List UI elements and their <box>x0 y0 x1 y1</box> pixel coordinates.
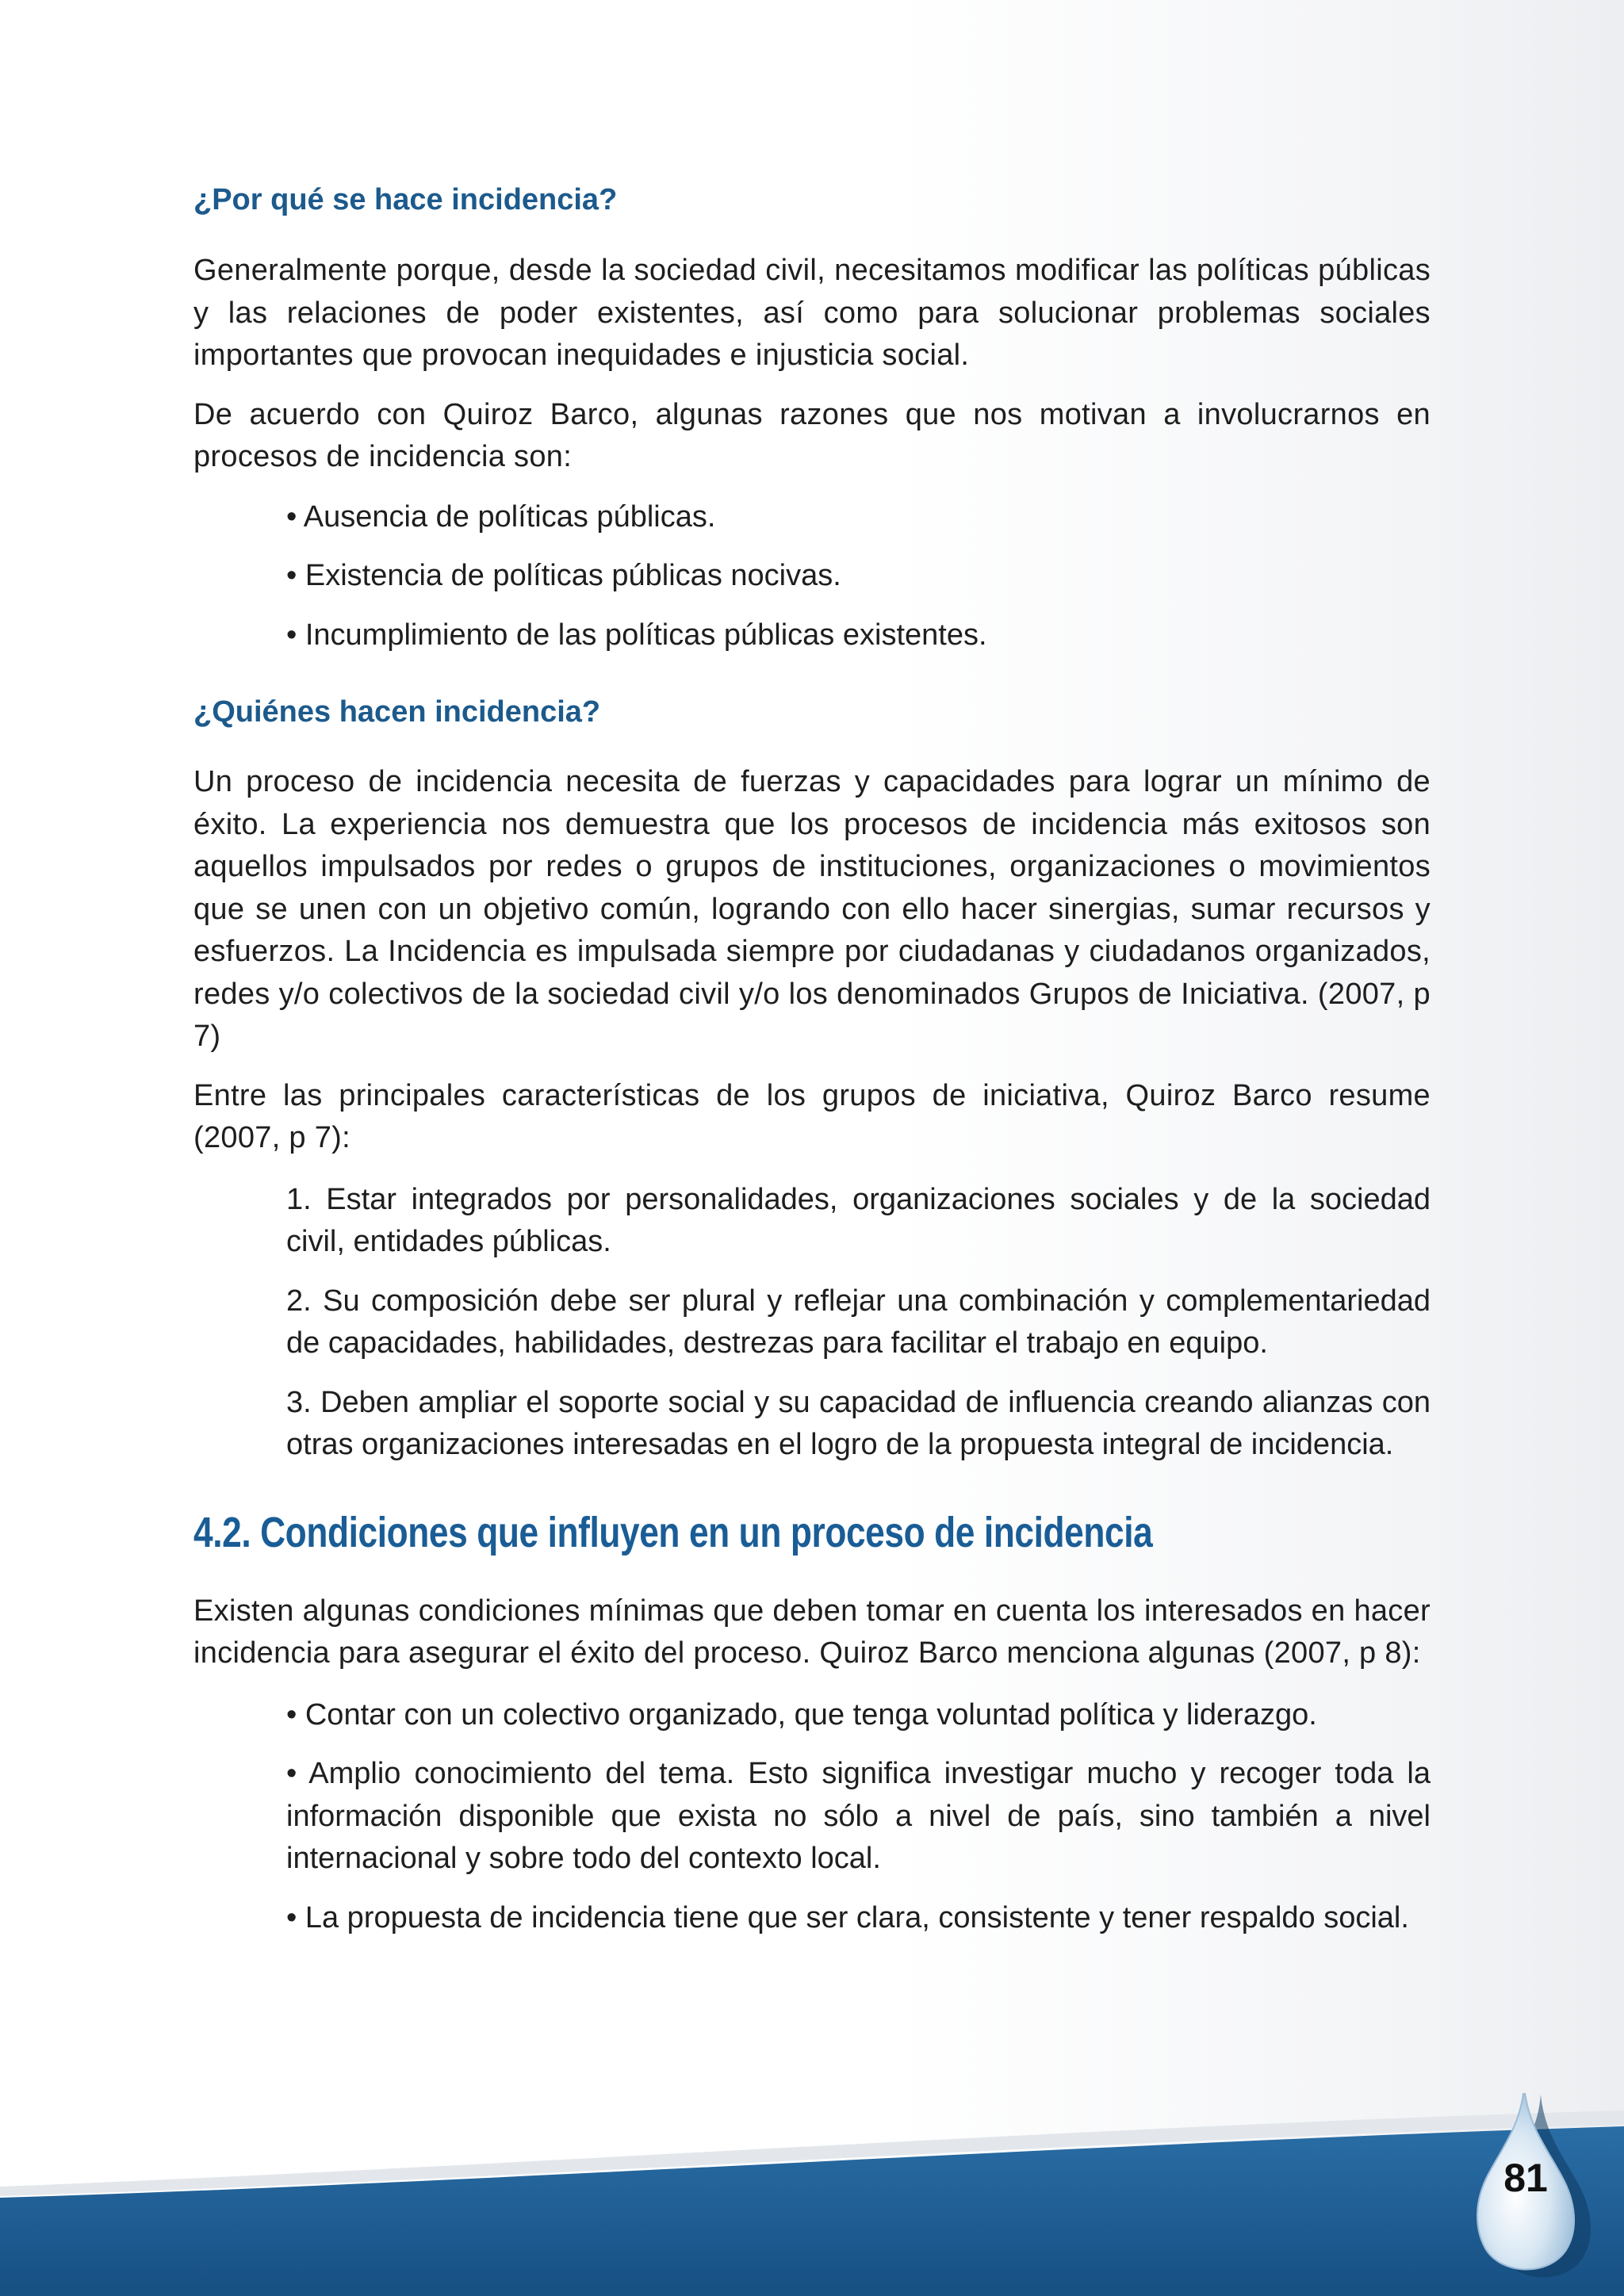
reasons-list <box>286 496 1431 657</box>
list-item: • Amplio conocimiento del tema. Esto significa investigar mucho y recoger toda la información disponible que exista no sólo a nivel de país, sino también a nivel internacional y sobre todo del contexto local. <box>286 1757 1431 1875</box>
list-item: 2. Su composición debe ser plural y reflejar una combinación y complementariedad de capacidades, habilidades, destrezas para facilitar el trabajo en equipo. <box>286 1284 1431 1360</box>
list-item: • La propuesta de incidencia tiene que ser clara, consistente y tener respaldo social. <box>286 1900 1409 1934</box>
paragraph-conditions: Existen algunas condiciones mínimas que deben tomar en cuenta los interesados en hacer incidencia para asegurar el éxito del proceso. Quiroz Barco menciona algunas (2007, p 8): <box>193 1594 1431 1670</box>
footer-wave <box>0 2093 1624 2296</box>
list-item: • Existencia de políticas públicas nocivas. <box>286 559 841 592</box>
page-content <box>193 181 1431 1939</box>
section-title-conditions: 4.2. Condiciones que influyen en un proceso de incidencia <box>193 1508 1153 1556</box>
page-number: 81 <box>1503 2156 1548 2200</box>
heading-who-advocates: ¿Quiénes hacen incidencia? <box>193 695 601 729</box>
list-item: • Ausencia de políticas públicas. <box>286 499 716 534</box>
list-item: • Incumplimiento de las políticas públicas existentes. <box>286 618 987 652</box>
list-item: 3. Deben ampliar el soporte social y su capacidad de influencia creando alianzas con otras organizaciones interesadas en el logro de la propuesta integral de incidencia. <box>286 1385 1431 1461</box>
list-item: 1. Estar integrados por personalidades, organizaciones sociales y de la sociedad civil, entidades públicas. <box>286 1182 1431 1258</box>
heading-why-advocacy: ¿Por qué se hace incidencia? <box>193 183 618 216</box>
paragraph-group-characteristics: Entre las principales características de los grupos de iniciativa, Quiroz Barco resume (2007, p 7): <box>193 1078 1431 1154</box>
paragraph-why-advocacy: Generalmente porque, desde la sociedad civil, necesitamos modificar las políticas públicas y las relaciones de poder existentes, así como para solucionar problemas sociales importantes que provocan inequidades e injusticia social. <box>193 254 1431 372</box>
list-item: • Contar con un colectivo organizado, que tenga voluntad política y liderazgo. <box>286 1697 1317 1732</box>
conditions-list <box>286 1694 1431 1940</box>
paragraph-who-advocates: Un proceso de incidencia necesita de fuerzas y capacidades para lograr un mínimo de éxito. La experiencia nos demuestra que los procesos de incidencia más exitosos son aquellos impulsados por redes o grupos de instituciones, organizaciones o movimientos que se unen con un objetivo común, logrando con ello hacer sinergias, sumar recursos y esfuerzos. La Incidencia es impulsada siempre por ciudadanas y ciudadanos organizados, redes y/o colectivos de la sociedad civil y/o los denominados Grupos de Iniciativa. (2007, p 7) <box>193 765 1431 1053</box>
paragraph-quiroz-reasons: De acuerdo con Quiroz Barco, algunas razones que nos motivan a involucrarnos en procesos de incidencia son: <box>193 397 1431 473</box>
characteristics-list <box>286 1179 1431 1467</box>
